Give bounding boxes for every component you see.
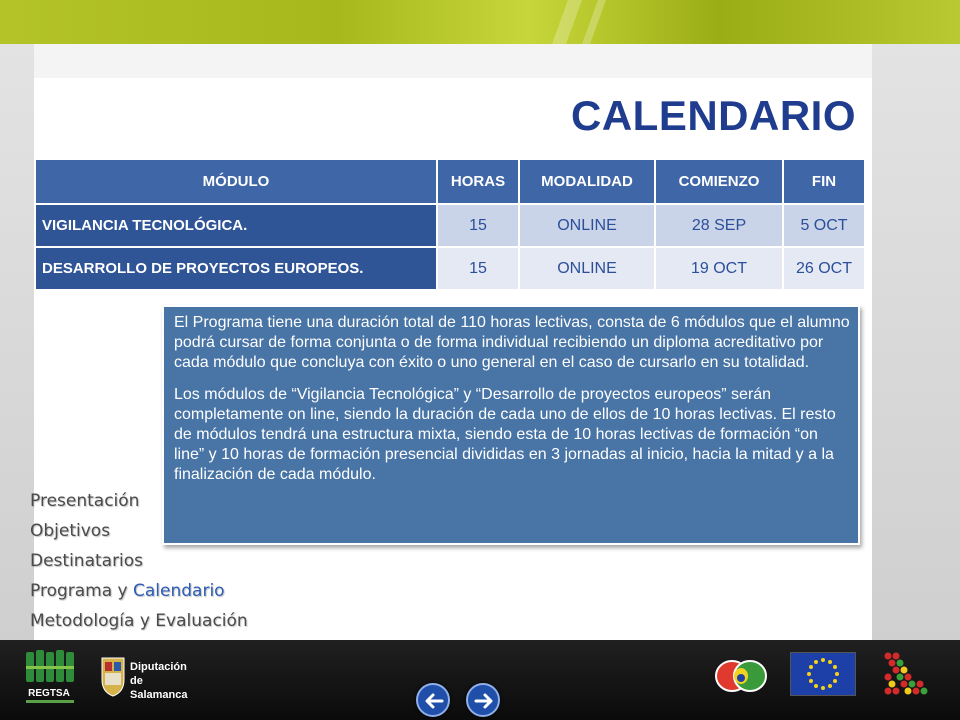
next-slide-button[interactable]: [466, 683, 500, 717]
triangle-dots-logo: [880, 650, 932, 698]
diputacion-line2: de Salamanca: [130, 675, 188, 701]
column-header-modalidad: MODALIDAD: [519, 159, 655, 204]
regtsa-logo: [22, 648, 76, 706]
left-margin: [0, 44, 34, 640]
nav-item-objetivos[interactable]: Objetivos: [30, 521, 111, 541]
cell-modulo: DESARROLLO DE PROYECTOS EUROPEOS.: [35, 247, 437, 290]
previous-slide-button[interactable]: [416, 683, 450, 717]
nav-item-presentacion[interactable]: Presentación: [30, 491, 140, 511]
nav-item-programa-calendario[interactable]: [30, 576, 248, 606]
cell-modalidad: ONLINE: [519, 247, 655, 290]
diputacion-logo: [100, 654, 196, 700]
top-banner: [0, 0, 960, 44]
diputacion-line1: Diputación: [130, 661, 187, 673]
eu-flag-logo: [790, 652, 856, 696]
column-header-modulo: MÓDULO: [35, 159, 437, 204]
cell-horas: 15: [437, 204, 519, 247]
cell-modulo: VIGILANCIA TECNOLÓGICA.: [35, 204, 437, 247]
nav-item-destinatarios[interactable]: Destinatarios: [30, 551, 144, 571]
table-header-row: [35, 159, 865, 204]
regtsa-logo-text: REGTSA: [28, 688, 70, 699]
info-paragraph-duration: El Programa tiene una duración total de 110 horas lectivas, consta de 6 módulos que el alumno podrá cursar de forma conjunta o de forma individual recibiendo un diploma acreditativo por cada módulo que concluya con éxito o uno general en el caso de cursarlo en su totalidad.: [174, 314, 850, 371]
column-header-fin: FIN: [783, 159, 865, 204]
table-row: [35, 204, 865, 247]
partner-rings-logo: [712, 656, 770, 696]
cell-horas: 15: [437, 247, 519, 290]
table-row: [35, 247, 865, 290]
column-header-horas: HORAS: [437, 159, 519, 204]
page-title: CALENDARIO: [571, 92, 856, 139]
arrow-right-icon: [472, 689, 496, 713]
cell-comienzo: 19 OCT: [655, 247, 783, 290]
right-margin: [872, 44, 960, 640]
program-info-box: [162, 305, 860, 545]
section-nav: [30, 486, 248, 636]
cell-modalidad: ONLINE: [519, 204, 655, 247]
cell-fin: 5 OCT: [783, 204, 865, 247]
calendar-table: [34, 158, 866, 291]
arrow-left-icon: [422, 689, 446, 713]
info-paragraph-modules: Los módulos de “Vigilancia Tecnológica” y “Desarrollo de proyectos europeos” serán completamente on line, siendo la duración de cada uno de ellos de 10 horas lectivas. El resto de módulos tendrá una estructura mixta, siendo esta de 10 horas lectivas de formación “on line” y 10 horas de formación presencial divididas en 3 jornadas al inicio, hacia la mitad y a la finalización de cada módulo.: [174, 386, 836, 483]
nav-item-programa-label: Programa y: [30, 581, 134, 601]
nav-item-metodologia[interactable]: Metodología y Evaluación: [30, 611, 248, 631]
column-header-comienzo: COMIENZO: [655, 159, 783, 204]
nav-item-calendario-label: Calendario: [133, 581, 225, 601]
slide-header-strip: [34, 44, 872, 78]
cell-comienzo: 28 SEP: [655, 204, 783, 247]
cell-fin: 26 OCT: [783, 247, 865, 290]
eu-stars-icon: [791, 653, 855, 695]
diputacion-shield-icon: [100, 654, 126, 698]
